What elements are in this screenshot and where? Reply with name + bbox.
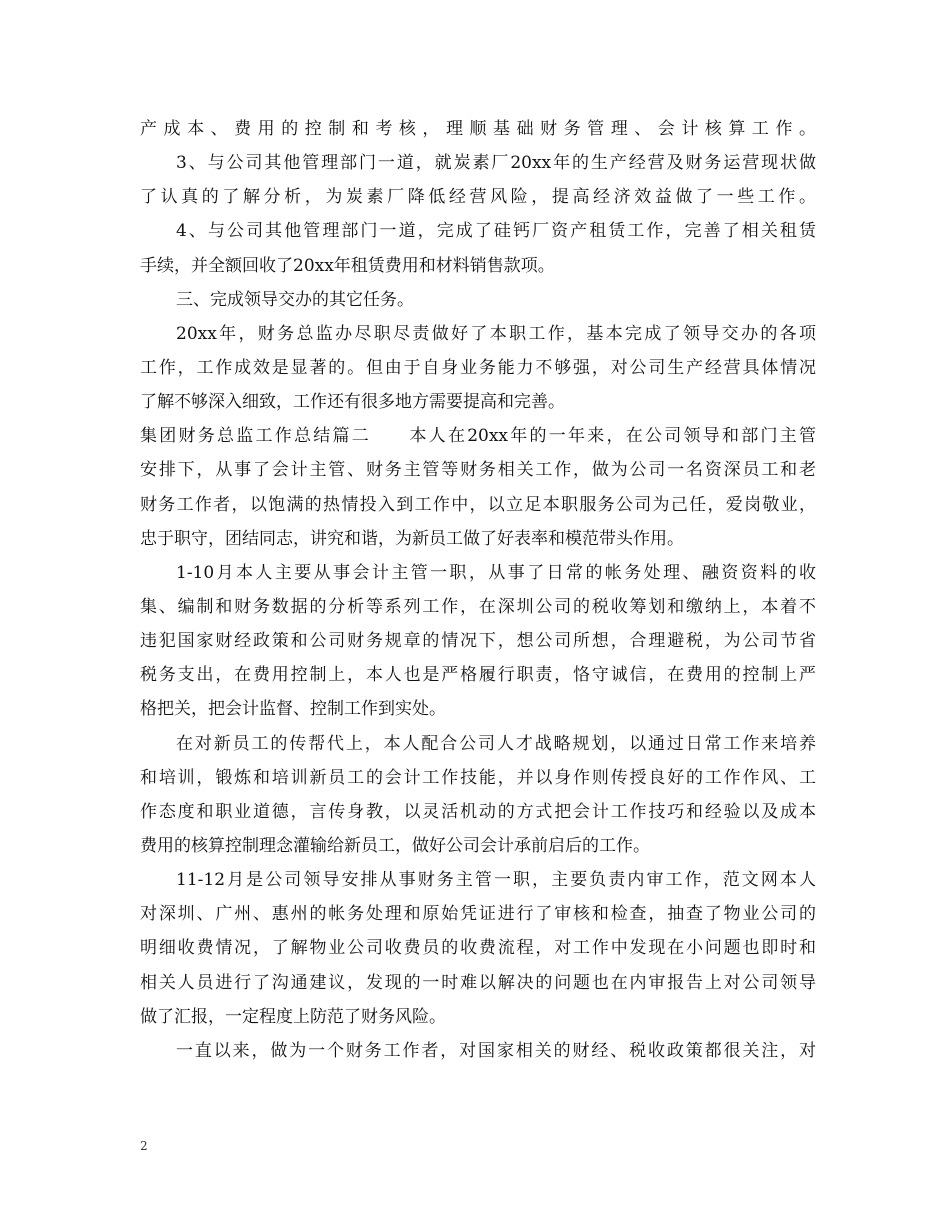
text-line: 违犯国家财经政策和公司财务规章的情况下，想公司所想，合理避税，为公司节省 bbox=[140, 631, 816, 652]
text-line: 手续，并全额回收了20xx年租赁费用和材料销售款项。 bbox=[140, 255, 555, 276]
text-line: 明细收费情况，了解物业公司收费员的收费流程，对工作中发现在小问题也即时和 bbox=[140, 938, 816, 959]
text-line: 一直以来，做为一个财务工作者，对国家相关的财经、税收政策都很关注，对 bbox=[176, 1040, 816, 1061]
text-line: 4、与公司其他管理部门一道，完成了硅钙厂资产租赁工作，完善了相关租赁 bbox=[176, 221, 816, 242]
text-line: 3、与公司其他管理部门一道，就炭素厂20xx年的生产经营及财务运营现状做 bbox=[176, 153, 816, 174]
text-line: 集、编制和财务数据的分析等系列工作，在深圳公司的税收筹划和缴纳上，本着不 bbox=[140, 596, 816, 617]
text-line: 忠于职守，团结同志，讲究和谐，为新员工做了好表率和模范带头作用。 bbox=[140, 528, 684, 549]
text-line: 做了汇报，一定程度上防范了财务风险。 bbox=[140, 1006, 446, 1027]
text-line: 11-12月是公司领导安排从事财务主管一职，主要负责内审工作，范文网本人 bbox=[176, 870, 816, 891]
text-line: 相关人员进行了沟通建议，发现的一时难以解决的问题也在内审报告上对公司领导 bbox=[140, 972, 816, 993]
text-line: 20xx年，财务总监办尽职尽责做好了本职工作，基本完成了领导交办的各项 bbox=[176, 323, 816, 344]
text-line: 对深圳、广州、惠州的帐务处理和原始凭证进行了审核和检查，抽查了物业公司的 bbox=[140, 904, 816, 925]
text-line: 安排下，从事了会计主管、财务主管等财务相关工作，做为公司一名资深员工和老 bbox=[140, 460, 816, 481]
text-line: 了解不够深入细致，工作还有很多地方需要提高和完善。 bbox=[140, 392, 565, 413]
text-line: 产成本、费用的控制和考核，理顺基础财务管理、会计核算工作。 bbox=[140, 119, 816, 139]
text-line: 在对新员工的传帮代上，本人配合公司人才战略规划，以通过日常工作来培养 bbox=[176, 733, 816, 754]
text-line: 财务工作者，以饱满的热情投入到工作中，以立足本职服务公司为己任，爱岗敬业， bbox=[140, 494, 816, 515]
text-line: 费用的核算控制理念灌输给新员工，做好公司会计承前启后的工作。 bbox=[140, 835, 650, 856]
document-body bbox=[140, 112, 816, 1068]
text-line: 税务支出，在费用控制上，本人也是严格履行职责，恪守诚信，在费用的控制上严 bbox=[140, 665, 816, 686]
text-line: 1-10月本人主要从事会计主管一职，从事了日常的帐务处理、融资资料的收 bbox=[176, 562, 816, 583]
page-number: 2 bbox=[140, 1139, 148, 1153]
text-line: 格把关，把会计监督、控制工作到实处。 bbox=[140, 699, 446, 720]
section-heading: 三、完成领导交办的其它任务。 bbox=[176, 289, 414, 310]
text-line: 了认真的了解分析，为炭素厂降低经营风险，提高经济效益做了一些工作。 bbox=[140, 187, 816, 208]
text-line: 和培训，锻炼和培训新员工的会计工作技能，并以身作则传授良好的工作作风、工 bbox=[140, 767, 816, 788]
text-line: 集团财务总监工作总结篇二 本人在20xx年的一年来，在公司领导和部门主管 bbox=[140, 426, 816, 447]
text-line: 工作，工作成效是显著的。但由于自身业务能力不够强，对公司生产经营具体情况 bbox=[140, 357, 816, 378]
text-line: 作态度和职业道德，言传身教，以灵活机动的方式把会计工作技巧和经验以及成本 bbox=[140, 801, 816, 822]
